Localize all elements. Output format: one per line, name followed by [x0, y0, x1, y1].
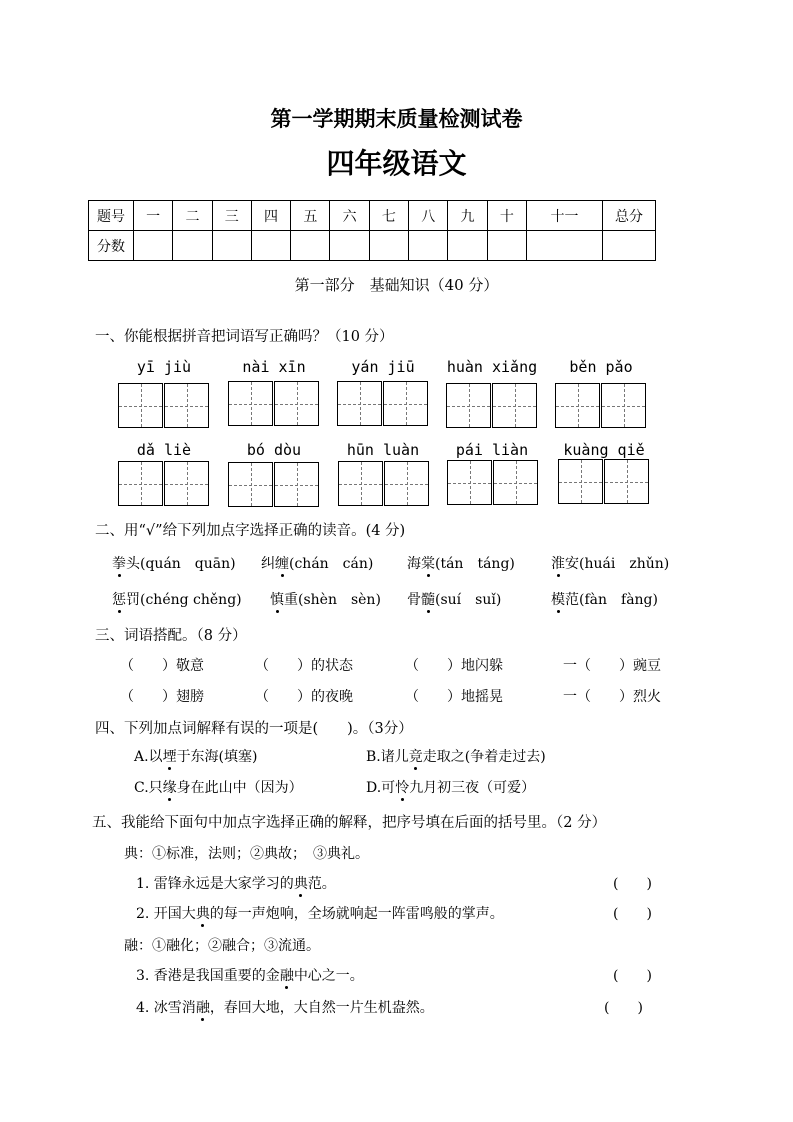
dotted-char: 髓 — [421, 589, 435, 609]
table-cell: 分数 — [89, 231, 134, 261]
score-blank[interactable] — [526, 231, 602, 261]
writing-grid-box[interactable] — [164, 383, 209, 428]
sentence-text: 3. 香港是我国重要的金 — [136, 968, 280, 984]
writing-grid-box[interactable] — [337, 381, 382, 426]
score-blank[interactable] — [369, 231, 408, 261]
table-cell: 四 — [251, 201, 290, 231]
collocation-item[interactable]: （ ）敬意 — [120, 658, 204, 674]
option-text: 身在此山中（因为） — [176, 780, 303, 796]
collocation-item[interactable]: 一（ ）烈火 — [563, 689, 661, 705]
sentence-item — [136, 903, 504, 923]
writing-grid-box[interactable] — [228, 462, 273, 507]
option-text: 范(fàn fàng) — [565, 592, 658, 608]
sentence-text: 2. 开国大 — [136, 906, 196, 922]
q1-title: 一、你能根据拼音把词语写正确吗？（10 分） — [95, 329, 394, 345]
writing-grid-box[interactable] — [383, 381, 428, 426]
writing-grid-box[interactable] — [447, 460, 492, 505]
table-cell: 九 — [448, 201, 487, 231]
pinyin-label: kuàng qiě — [563, 441, 645, 459]
sentence-item — [136, 965, 364, 985]
option-text: 头(quán quān) — [126, 556, 236, 572]
table-cell: 三 — [212, 201, 251, 231]
table-cell: 十 — [487, 201, 526, 231]
dotted-char: 典 — [196, 903, 210, 923]
dotted-char: 淮 — [551, 553, 565, 573]
reading-option — [112, 553, 236, 573]
exam-subtitle: 四年级语文 — [326, 147, 467, 180]
option-text: (tán táng) — [435, 556, 515, 572]
writing-grid-box[interactable] — [118, 461, 163, 506]
writing-grid-box[interactable] — [493, 460, 538, 505]
sentence-text: 1. 雷锋永远是大家学习的 — [136, 876, 294, 892]
choice-b[interactable] — [366, 746, 546, 766]
definition-rong: 融：①融化；②融合；③流通。 — [124, 938, 320, 954]
part1-title: 第一部分 基础知识（40 分） — [294, 276, 499, 294]
dotted-char: 惩 — [112, 589, 126, 609]
pinyin-label: pái liàn — [455, 441, 529, 459]
dotted-char: 慎 — [270, 589, 284, 609]
option-text: 骨 — [407, 592, 421, 608]
choice-d[interactable] — [366, 777, 535, 797]
option-text: 纠 — [261, 556, 275, 572]
score-blank[interactable] — [603, 231, 656, 261]
dotted-char: 融 — [280, 965, 294, 985]
option-text: 重(shèn sèn) — [284, 592, 381, 608]
dotted-char: 堙 — [163, 746, 177, 766]
sentence-text: 4. 冰雪消 — [136, 1000, 196, 1016]
writing-grid-box[interactable] — [338, 461, 383, 506]
writing-grid-box[interactable] — [164, 461, 209, 506]
collocation-item[interactable]: （ ）地闪躲 — [405, 658, 503, 674]
answer-bracket[interactable]: ( ) — [613, 968, 652, 984]
option-text: (suí suǐ) — [435, 592, 502, 608]
q3-title: 三、词语搭配。（8 分） — [95, 628, 247, 644]
option-text: 于东海(填塞) — [176, 749, 258, 765]
score-table — [88, 200, 656, 261]
collocation-item[interactable]: （ ）的夜晚 — [255, 689, 353, 705]
choice-c[interactable] — [134, 777, 303, 797]
collocation-item[interactable]: （ ）地摇晃 — [405, 689, 503, 705]
score-blank[interactable] — [134, 231, 173, 261]
collocation-item[interactable]: （ ）的状态 — [255, 658, 353, 674]
dotted-char: 缘 — [163, 777, 177, 797]
sentence-text: 中心之一。 — [293, 968, 364, 984]
pinyin-label: yī jiù — [136, 358, 192, 376]
dotted-char: 怜 — [395, 777, 409, 797]
writing-grid-box[interactable] — [118, 383, 163, 428]
table-cell: 二 — [173, 201, 212, 231]
dotted-char: 拳 — [112, 553, 126, 573]
option-text: D.可 — [366, 780, 396, 796]
table-row — [89, 231, 656, 261]
sentence-item — [136, 997, 434, 1017]
table-cell: 八 — [409, 201, 448, 231]
option-text: 罚(chéng chěng) — [126, 592, 242, 608]
dotted-char: 模 — [551, 589, 565, 609]
table-row — [89, 201, 656, 231]
dotted-char: 棠 — [421, 553, 435, 573]
score-blank[interactable] — [487, 231, 526, 261]
q2-title: 二、用“√”给下列加点字选择正确的读音。(4 分) — [95, 523, 406, 539]
writing-grid-box[interactable] — [274, 381, 319, 426]
score-blank[interactable] — [212, 231, 251, 261]
answer-bracket[interactable]: ( ) — [613, 876, 652, 892]
writing-grid-box[interactable] — [558, 459, 603, 504]
table-cell: 五 — [291, 201, 330, 231]
q4-title: 四、下列加点词解释有误的一项是( )。（3分） — [95, 721, 413, 737]
choice-a[interactable] — [134, 746, 258, 766]
table-cell: 六 — [330, 201, 369, 231]
score-blank[interactable] — [448, 231, 487, 261]
answer-bracket[interactable]: ( ) — [613, 906, 652, 922]
dotted-char: 典 — [294, 873, 308, 893]
definition-dian: 典：①标准，法则；②典故； ③典礼。 — [124, 846, 369, 862]
option-text: A.以 — [134, 749, 163, 765]
writing-grid-box[interactable] — [228, 381, 273, 426]
collocation-item[interactable]: （ ）翅膀 — [120, 689, 204, 705]
writing-grid-box[interactable] — [446, 383, 491, 428]
sentence-item — [136, 873, 336, 893]
dotted-char: 竞 — [409, 746, 423, 766]
pinyin-label: běn pǎo — [569, 358, 633, 376]
writing-grid-box[interactable] — [604, 459, 649, 504]
score-blank[interactable] — [251, 231, 290, 261]
option-text: 海 — [407, 556, 421, 572]
writing-grid-box[interactable] — [492, 383, 537, 428]
writing-grid-box[interactable] — [555, 383, 600, 428]
sentence-text: 范。 — [307, 876, 336, 892]
table-cell: 七 — [369, 201, 408, 231]
reading-option — [551, 589, 658, 609]
score-blank[interactable] — [291, 231, 330, 261]
score-blank[interactable] — [173, 231, 212, 261]
writing-grid-box[interactable] — [384, 461, 429, 506]
score-blank[interactable] — [409, 231, 448, 261]
sentence-text: 的每一声炮响，全场就响起一阵雷鸣般的掌声。 — [209, 906, 504, 922]
reading-option — [407, 553, 515, 573]
table-cell: 题号 — [89, 201, 134, 231]
reading-option — [551, 553, 669, 573]
table-cell: 总分 — [603, 201, 656, 231]
option-text: 安(huái zhǔn) — [565, 556, 670, 572]
sentence-text: ，春回大地，大自然一片生机盎然。 — [209, 1000, 434, 1016]
dotted-char: 融 — [196, 997, 210, 1017]
reading-option — [270, 589, 381, 609]
option-text: 走取之(争着走过去) — [422, 749, 546, 765]
pinyin-label: dǎ liè — [136, 441, 192, 459]
pinyin-label: nài xīn — [242, 358, 306, 376]
dotted-char: 缠 — [275, 553, 289, 573]
reading-option — [407, 589, 501, 609]
table-cell: 十一 — [526, 201, 602, 231]
pinyin-label: bó dòu — [246, 441, 302, 459]
option-text: C.只 — [134, 780, 163, 796]
pinyin-label: yán jiū — [351, 358, 415, 376]
reading-option — [261, 553, 373, 573]
writing-grid-box[interactable] — [274, 462, 319, 507]
table-cell: 一 — [134, 201, 173, 231]
writing-grid-box[interactable] — [601, 383, 646, 428]
collocation-item[interactable]: 一（ ）豌豆 — [563, 658, 661, 674]
pinyin-label: hūn luàn — [346, 441, 420, 459]
q5-title: 五、我能给下面句中加点字选择正确的解释，把序号填在后面的括号里。（2 分） — [92, 815, 607, 831]
score-blank[interactable] — [330, 231, 369, 261]
answer-bracket[interactable]: ( ) — [604, 1000, 643, 1016]
option-text: B.诸儿 — [366, 749, 409, 765]
reading-option — [112, 589, 242, 609]
option-text: (chán cán) — [289, 556, 374, 572]
exam-title: 第一学期期末质量检测试卷 — [270, 106, 523, 131]
pinyin-label: huàn xiǎng — [446, 358, 538, 376]
option-text: 九月初三夜（可爱） — [409, 780, 536, 796]
